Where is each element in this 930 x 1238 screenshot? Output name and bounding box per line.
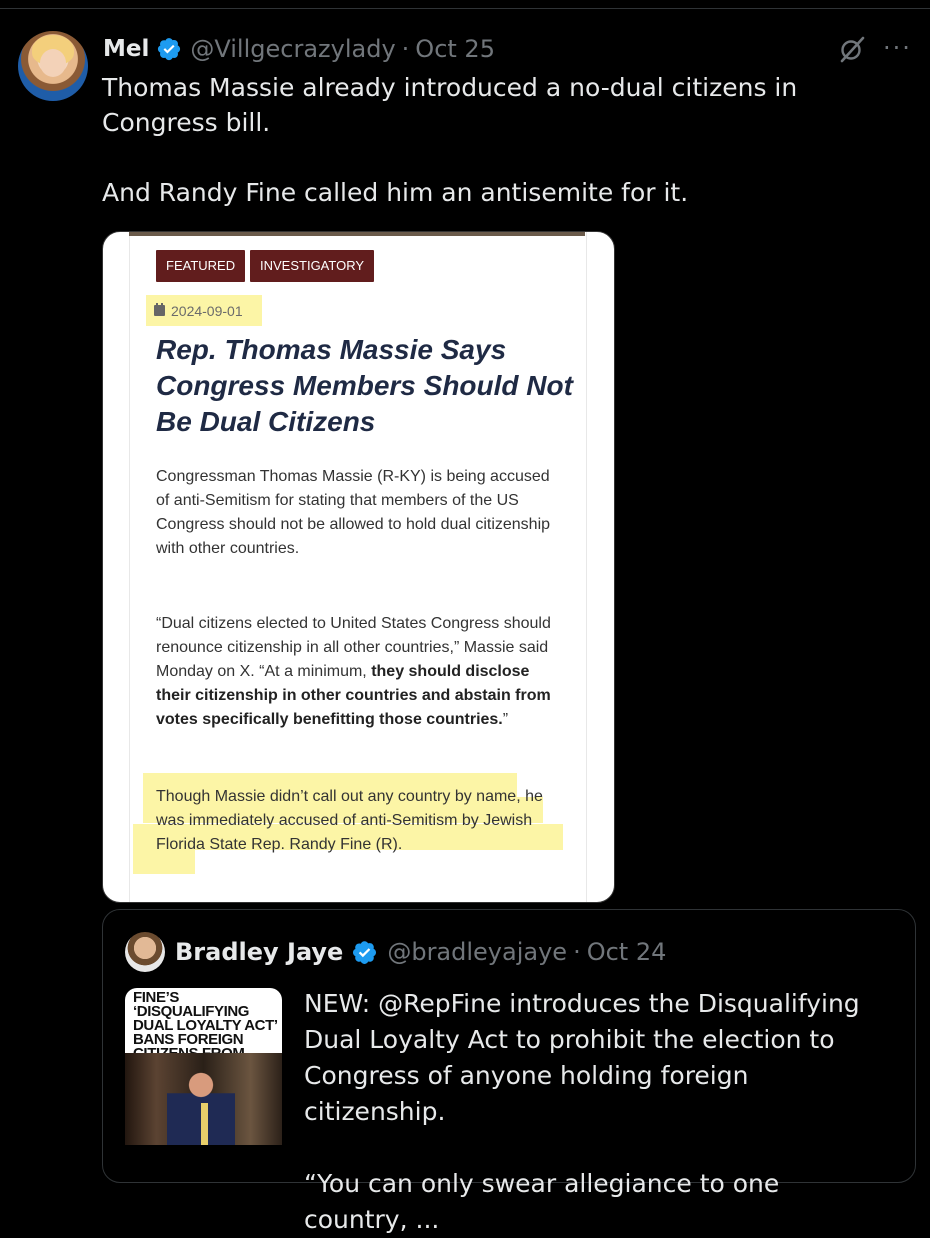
quoted-author-handle[interactable]: @bradleyajaye — [387, 938, 568, 966]
quoted-post-card[interactable] — [102, 909, 916, 1234]
calendar-icon — [154, 305, 165, 316]
quoted-post-header — [175, 932, 666, 972]
quoted-post-thumbnail[interactable] — [125, 988, 282, 1145]
article-date-row — [146, 295, 262, 326]
separator-dot: · — [573, 938, 581, 966]
quoted-author-name[interactable]: Bradley Jaye — [175, 938, 344, 966]
verified-badge-icon — [156, 36, 182, 62]
author-handle[interactable]: @Villgecrazylady — [190, 35, 396, 63]
post-header — [103, 32, 495, 66]
grok-icon[interactable] — [837, 34, 867, 64]
paragraph-2-end: ” — [502, 711, 509, 728]
investigatory-tag: INVESTIGATORY — [250, 250, 374, 282]
article-paragraph-2 — [156, 612, 566, 732]
featured-tag: FEATURED — [156, 250, 245, 282]
paragraph-2-bold: they should disclose their citizenship in other countries and abstain from votes specifically benefitting those countries. — [156, 663, 551, 728]
post-media-image[interactable] — [102, 231, 615, 903]
post-date[interactable]: Oct 25 — [415, 35, 495, 63]
paragraph-2-text: “Dual citizens elected to United States Congress should renounce citizenship in all other countries,” Massie said Monday on X. “At a minimum, — [156, 615, 551, 680]
top-divider — [0, 8, 930, 9]
separator-dot: · — [401, 35, 410, 63]
quoted-post-text: NEW: @RepFine introduces the Disqualifying Dual Loyalty Act to prohibit the election to Congress of anyone holding foreign citizenship. “You can only swear allegiance to one country, ... — [304, 989, 860, 1234]
article-paragraph-3: Though Massie didn’t call out any country by name, he was immediately accused of anti-Semitism by Jewish Florida State Rep. Randy Fine (R). — [156, 788, 543, 853]
quoted-author-avatar[interactable] — [125, 932, 165, 972]
post-text: Thomas Massie already introduced a no-dual citizens in Congress bill. And Randy Fine called him an antisemite for it. — [102, 73, 798, 207]
thumbnail-tie — [201, 1103, 208, 1145]
quoted-post-date[interactable]: Oct 24 — [586, 938, 667, 966]
article-top-strip — [129, 232, 585, 236]
verified-badge-icon — [351, 939, 378, 966]
article-paragraph-1: Congressman Thomas Massie (R-KY) is being accused of anti-Semitism for stating that members of the US Congress should not be allowed to hold dual citizenship with other countries. — [156, 468, 551, 557]
article-date: 2024-09-01 — [171, 302, 243, 319]
author-name[interactable]: Mel — [103, 36, 150, 62]
author-avatar[interactable] — [18, 31, 88, 101]
thumbnail-headline: FINE’S ‘DISQUALIFYING DUAL LOYALTY ACT’ BANS FOREIGN — [133, 989, 277, 1048]
more-options-icon[interactable]: ··· — [883, 34, 912, 62]
article-headline: Rep. Thomas Massie Says Congress Members Should Not Be Dual Citizens — [156, 334, 573, 437]
